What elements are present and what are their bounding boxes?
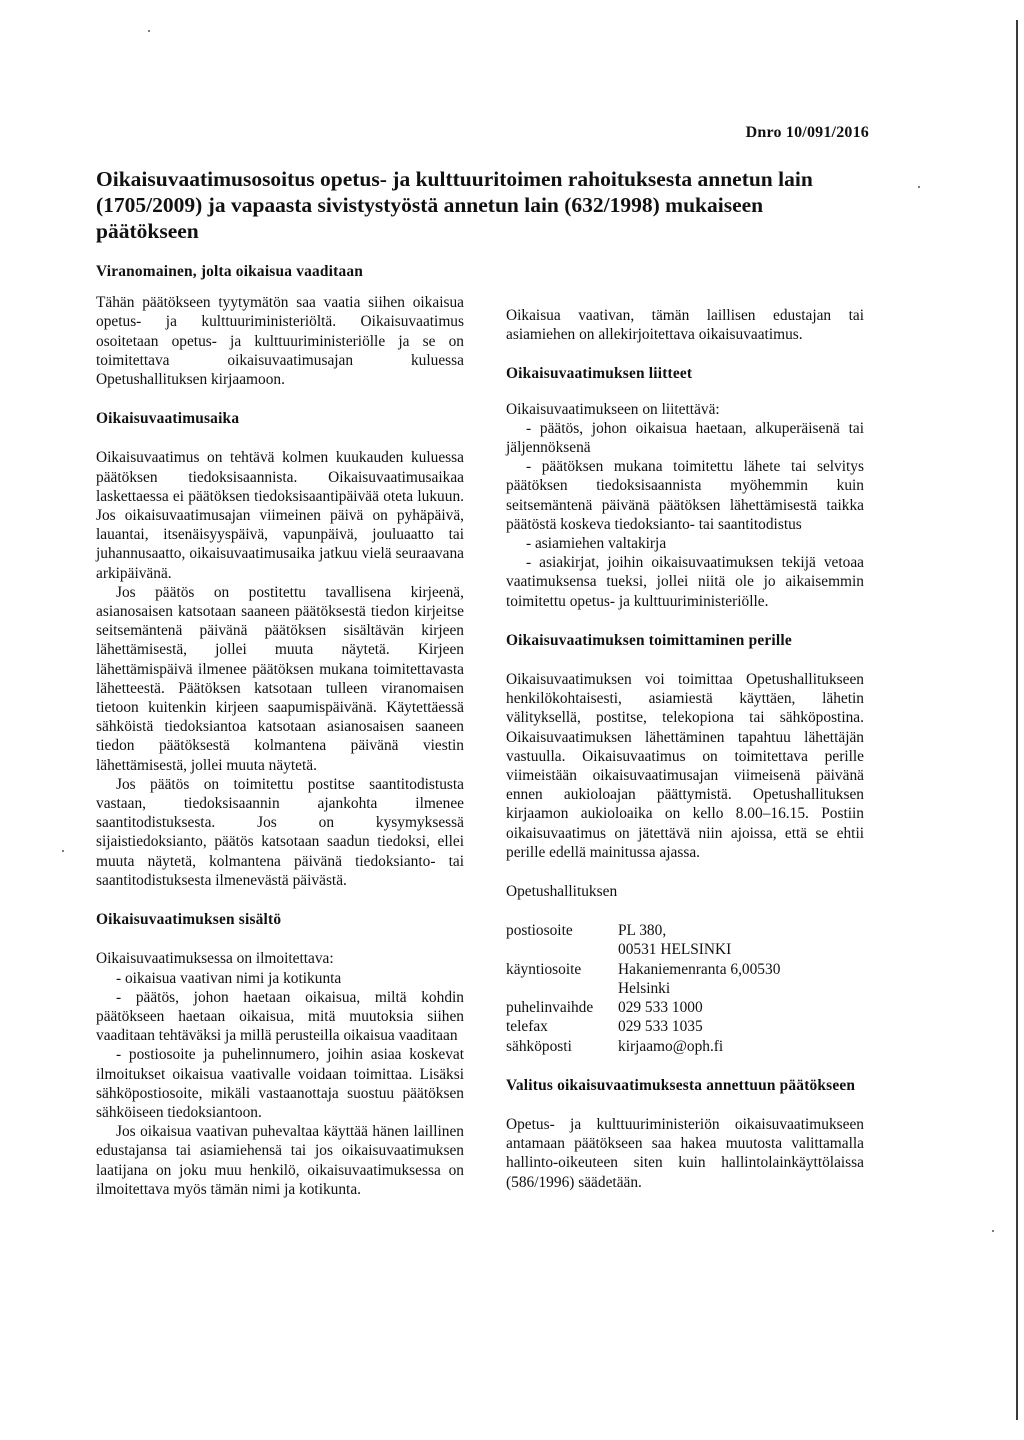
- list-item: - asiakirjat, joihin oikaisuvaatimuksen tekijä vetoaa vaatimuksensa tueksi, jollei niitä ole jo aikaisemmin toimitettu opetus- ja kulttuuriministeriölle.: [506, 554, 864, 610]
- contact-row: [506, 998, 864, 1017]
- document-number: Dnro 10/091/2016: [745, 124, 869, 141]
- list-item: - päätös, johon haetaan oikaisua, miltä kohdin päätökseen haetaan oikaisua, mitä muutoksia siihen vaaditaan tehtäväksi ja millä perusteilla oikaisua vaaditaan: [96, 988, 464, 1045]
- organization-name: Opetushallituksen: [506, 883, 618, 901]
- contact-value: 029 533 1000: [618, 999, 703, 1017]
- contact-table: [506, 921, 864, 1055]
- contact-label: telefax: [506, 1018, 548, 1036]
- section-heading-content: Oikaisuvaatimuksen sisältö: [96, 911, 282, 929]
- email-value: kirjaamo@oph.fi: [618, 1037, 724, 1055]
- contact-value: Helsinki: [618, 979, 671, 997]
- scan-speck: [992, 1230, 994, 1232]
- contact-value: Hakaniemenranta 6,00530: [618, 960, 781, 978]
- contact-row: [506, 979, 864, 998]
- content-paragraph: Jos oikaisua vaativan puhevaltaa käyttää hänen laillinen edustajansa tai asiamiehensä tai jos oikaisuvaatimuksen laatijana on joku muu henkilö, oikaisuvaatimuksessa on ilmoitettava myös tämän nimi ja kotikunta.: [96, 1123, 464, 1198]
- authority-text: Tähän päätökseen tyytymätön saa vaatia siihen oikaisua opetus- ja kulttuuriministeriöltä. Oikaisuvaatimus osoitetaan opetus- ja kulttuuriministeriölle ja se on toimitettava oikaisuvaatimusajan kuluessa Opetushallituksen kirjaamoon.: [96, 294, 464, 389]
- list-item: - päätöksen mukana toimitettu lähete tai selvitys päätöksen tiedoksisaannista myöhemmin kuin seitsemäntenä päivänä päätöksen lähettämisestä taikka päätöstä koskeva tiedoksianto- tai saantitodistus: [506, 458, 864, 533]
- scan-edge-line: [1016, 20, 1018, 1420]
- scan-speck: [62, 850, 64, 852]
- contact-label: sähköposti: [506, 1037, 572, 1055]
- list-item: - postiosoite ja puhelinnumero, joihin asiaa koskevat ilmoitukset oikaisua vaativalle voidaan toimittaa. Lisäksi sähköpostiosoite, mikäli vastaanottaja suostuu päätöksen sähköiseen tiedoksiantoon.: [96, 1046, 464, 1121]
- list-item: - asiamiehen valtakirja: [526, 535, 667, 553]
- right-column: [506, 262, 864, 1192]
- contact-value: 00531 HELSINKI: [618, 941, 732, 959]
- contact-row: [506, 921, 864, 940]
- contact-row: [506, 1037, 864, 1056]
- deadline-paragraph: Oikaisuvaatimus on tehtävä kolmen kuukauden kuluessa päätöksen tiedoksisaannista. Oikaisuvaatimusaikaa laskettaessa ei päätöksen tiedoksisaantipäivää oteta lukuun. Jos oikaisuvaatimusajan viimeinen päivä on pyhäpäivä, lauantai, itsenäisyyspäivä, vapunpäivä, jouluaatto tai juhannusaatto, oikaisuvaatimusaika jatkuu vielä seuraavana arkipäivänä.: [96, 449, 464, 582]
- contact-row: [506, 960, 864, 979]
- contact-row: [506, 940, 864, 959]
- contact-label: käyntiosoite: [506, 960, 582, 978]
- section-heading-deadline: Oikaisuvaatimusaika: [96, 410, 240, 428]
- list-item: - päätös, johon oikaisua haetaan, alkuperäisenä tai jäljennöksenä: [506, 419, 864, 457]
- attachments-intro: Oikaisuvaatimukseen on liitettävä:: [506, 400, 720, 418]
- left-column: [96, 262, 464, 1199]
- appeal-text: Opetus- ja kulttuuriministeriön oikaisuvaatimukseen antamaan päätökseen saa hakea muutosta valittamalla hallinto-oikeuteen siten kuin hallintolainkäyttölaissa (586/1996) säädetään.: [506, 1115, 864, 1191]
- contact-label: postiosoite: [506, 922, 573, 940]
- section-heading-attachments: Oikaisuvaatimuksen liitteet: [506, 365, 693, 383]
- delivery-text: Oikaisuvaatimuksen voi toimittaa Opetushallitukseen henkilökohtaisesti, asiamiestä käyttäen, lähetin välityksellä, postitse, telekopiona tai sähköpostina. Oikaisuvaatimuksen lähettäminen tapahtuu lähettäjän vastuulla. Oikaisuvaatimus on toimitettava perille viimeistään oikaisuvaatimusajan viimeisenä päivänä ennen aukioloajan päättymistä. Opetushallituksen kirjaamon aukioloaika on kello 8.00–16.15. Postiin oikaisuvaatimus on jätettävä niin ajoissa, että se ehtii perille edellä mainitussa ajassa.: [506, 671, 864, 861]
- page-title: Oikaisuvaatimusosoitus opetus- ja kulttuuritoimen rahoituksesta annetun lain (1705/2009) ja vapaasta sivistystyöstä annetun lain (632/1998) mukaiseen päätökseen: [96, 167, 813, 243]
- scan-speck: [148, 30, 150, 32]
- contact-row: [506, 1017, 864, 1036]
- signature-requirement: Oikaisua vaativan, tämän laillisen edustajan tai asiamiehen on allekirjoitettava oikaisuvaatimus.: [506, 307, 864, 344]
- list-item: - oikaisua vaativan nimi ja kotikunta: [116, 969, 342, 987]
- contact-value: 029 533 1035: [618, 1018, 703, 1036]
- section-heading-appeal: Valitus oikaisuvaatimuksesta annettuun päätökseen: [506, 1076, 856, 1094]
- contact-label: puhelinvaihde: [506, 999, 594, 1017]
- scan-speck: [918, 186, 920, 188]
- deadline-paragraph: Jos päätös on toimitettu postitse saantitodistusta vastaan, tiedoksisaannin ajankohta ilmenee saantitodistuksesta. Jos on kysymyksessä sijaistiedoksianto, päätös katsotaan saadun tiedoksi, ellei muuta näytetä, kolmantena päivänä tiedoksianto- tai saantitodistuksesta ilmenevästä päivästä.: [96, 775, 464, 889]
- contact-value: PL 380,: [618, 922, 667, 940]
- contact-label: [506, 979, 618, 998]
- section-heading-authority: Viranomainen, jolta oikaisua vaaditaan: [96, 263, 363, 280]
- section-heading-delivery: Oikaisuvaatimuksen toimittaminen perille: [506, 631, 792, 649]
- content-intro: Oikaisuvaatimuksessa on ilmoitettava:: [96, 950, 334, 968]
- contact-label: [506, 940, 618, 959]
- deadline-paragraph: Jos päätös on postitettu tavallisena kirjeenä, asianosaisen katsotaan saaneen päätöksestä tiedon kirjeitse seitsemäntenä päivänä päätöksen sisältävän kirjeen lähettämisestä, jollei muuta näytetä. Kirjeen lähettämispäivä ilmenee päätöksen mukana toimitettavasta lähetteestä. Päätöksen katsotaan tulleen viranomaisen tietoon kuitenkin kirjeen saapumispäivänä. Käytettäessä sähköistä tiedoksiantoa katsotaan asianosaisen saaneen tiedon päätöksestä kolmantena päivänä viestin lähettämisestä, jollei muuta näytetä.: [96, 583, 464, 774]
